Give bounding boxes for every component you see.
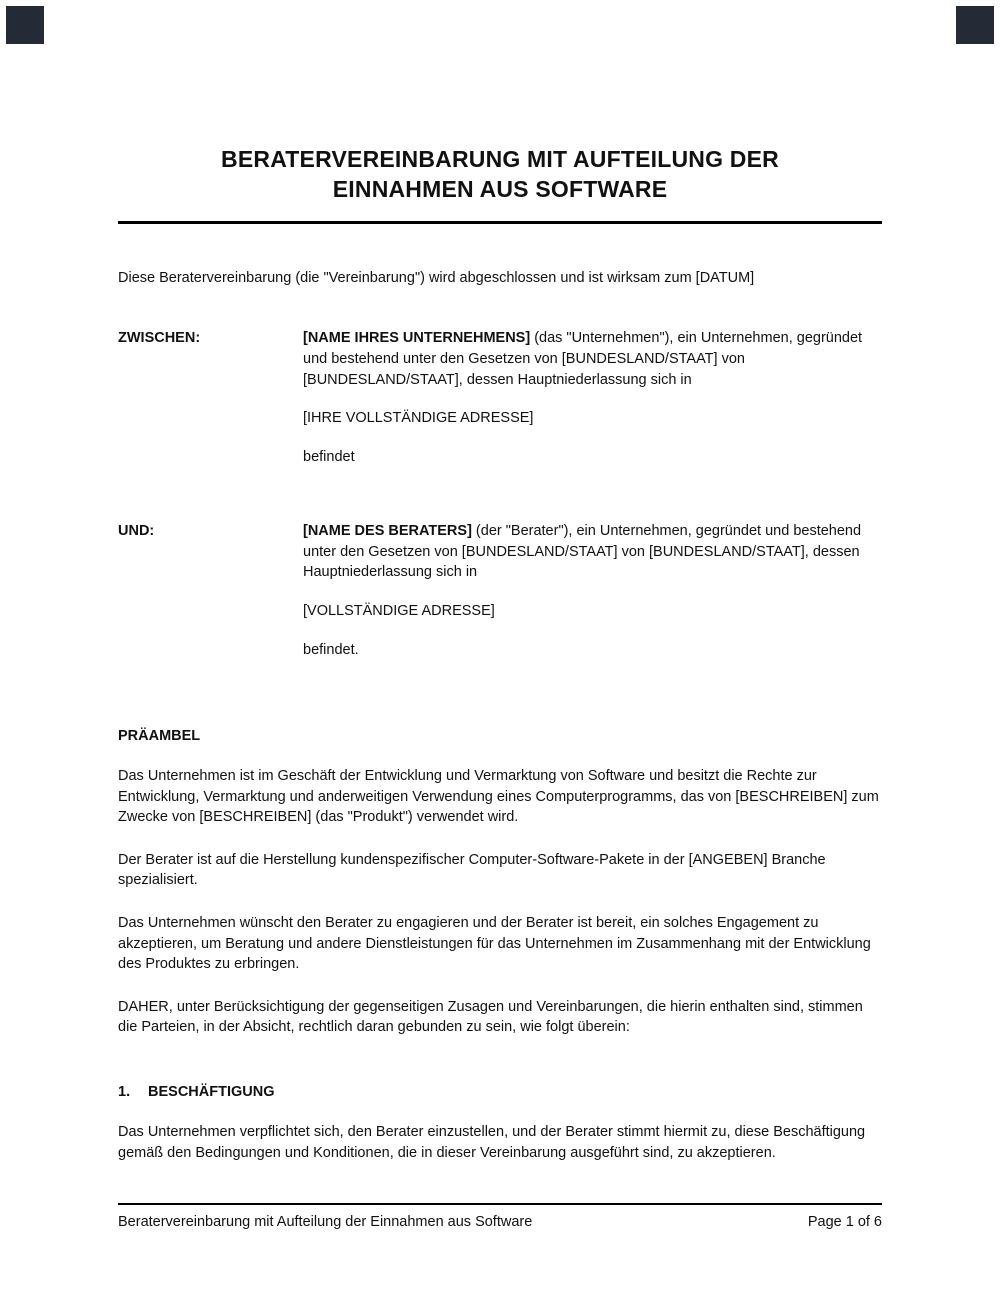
document-content (118, 0, 882, 1163)
footer-document-title: Beratervereinbarung mit Aufteilung der Einnahmen aus Software (118, 1213, 533, 1230)
preamble-heading: PRÄAMBEL (118, 728, 201, 745)
intro-paragraph: Diese Beratervereinbarung (die "Vereinbarung") wird abgeschlossen und ist wirksam zum [DATUM] (118, 269, 755, 286)
footer-row (118, 1214, 882, 1230)
page-footer (118, 1203, 882, 1230)
party-description (303, 521, 882, 583)
party-closing: befindet (303, 448, 355, 465)
party-address: [IHRE VOLLSTÄNDIGE ADRESSE] (303, 410, 534, 427)
section-1-body: Das Unternehmen verpflichtet sich, den Berater einzustellen, und der Berater stimmt hiermit zu, diese Beschäftigung gemäß den Bedingungen und Konditionen, die in dieser Vereinbarung ausgeführt sind, zu akzeptieren. (118, 1123, 866, 1161)
preamble-paragraph: Das Unternehmen wünscht den Berater zu engagieren und der Berater ist bereit, ein solches Engagement zu akzeptieren, um Beratung und andere Dienstleistungen für das Unternehmen im Zusammenhang mit der Entwicklung des Produktes zu erbringen. (118, 915, 871, 973)
party-address: [VOLLSTÄNDIGE ADRESSE] (303, 602, 495, 619)
party-body (303, 521, 882, 660)
party-closing: befindet. (303, 641, 359, 658)
footer-rule (118, 1203, 882, 1205)
party-description (303, 328, 882, 390)
party-description-rest: (der "Berater"), ein Unternehmen, gegründet und bestehend unter den Gesetzen von [BUNDESLAND/STAAT] von [BUNDESLAND/STAAT], dessen Hauptniederlassung sich in (303, 523, 862, 581)
party-name: [NAME IHRES UNTERNEHMENS] (303, 330, 531, 347)
preamble-paragraph: DAHER, unter Berücksichtigung der gegenseitigen Zusagen und Vereinbarungen, die hierin enthalten sind, stimmen die Parteien, in der Absicht, rechtlich daran gebunden zu sein, wie folgt überein: (118, 998, 863, 1036)
party-row-zwischen (118, 328, 882, 467)
party-description-rest: (das "Unternehmen"), ein Unternehmen, gegründet und bestehend unter den Gesetzen von [BUNDESLAND/STAAT] von [BUNDESLAND/STAAT], dessen Hauptniederlassung sich in (303, 330, 863, 388)
section-title: BESCHÄFTIGUNG (148, 1083, 275, 1100)
document-title: BERATERVEREINBARUNG MIT AUFTEILUNG DER EINNAHMEN AUS SOFTWARE (221, 146, 779, 202)
party-name: [NAME DES BERATERS] (303, 523, 472, 540)
section-1-heading (118, 1084, 882, 1100)
preamble-paragraph: Der Berater ist auf die Herstellung kundenspezifischer Computer-Software-Pakete in der [ANGEBEN] Branche spezialisiert. (118, 851, 826, 889)
corner-decoration-left (6, 6, 44, 44)
party-label: ZWISCHEN: (118, 330, 201, 347)
section-number: 1. (118, 1083, 131, 1100)
party-label: UND: (118, 523, 155, 540)
party-body (303, 328, 882, 467)
preamble-paragraph: Das Unternehmen ist im Geschäft der Entwicklung und Vermarktung von Software und besitzt die Rechte zur Entwicklung, Vermarktung und anderweitigen Verwendung eines Computerprogramms, das von [BESCHREIBEN] zum Zwecke von [BESCHREIBEN] (das "Produkt") verwendet wird. (118, 768, 879, 826)
party-row-und (118, 521, 882, 660)
preamble-section (118, 728, 882, 1038)
title-rule (118, 221, 882, 224)
footer-page-number: Page 1 of 6 (807, 1213, 882, 1230)
corner-decoration-right (956, 6, 994, 44)
